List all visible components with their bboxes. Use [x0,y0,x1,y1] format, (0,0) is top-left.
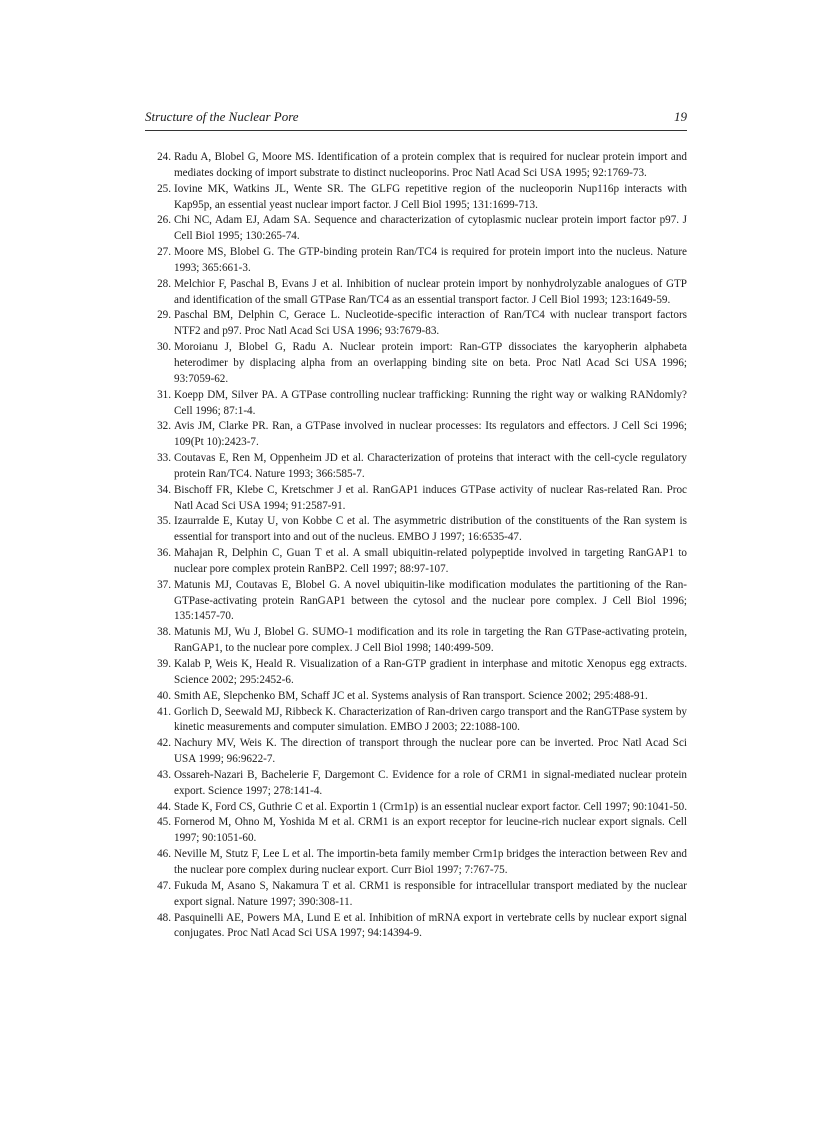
reference-text: Mahajan R, Delphin C, Guan T et al. A small ubiquitin-related polypeptide involved in targeting RanGAP1 to nuclear pore complex protein RanBP2. Cell 1997; 88:97-107. [174,547,687,575]
reference-item [145,245,687,277]
reference-text: Ossareh-Nazari B, Bachelerie F, Dargemont C. Evidence for a role of CRM1 in signal-mediated nuclear protein export. Science 1997; 278:141-4. [174,768,687,797]
reference-item [145,847,687,879]
reference-number: 35. [157,515,171,528]
reference-item [145,213,687,245]
reference-item [145,182,687,214]
reference-item [145,657,687,689]
reference-text: Neville M, Stutz F, Lee L et al. The importin-beta family member Crm1p bridges the interaction between Rev and the nuclear pore complex during nuclear export. Curr Biol 1997; 7:767-75. [174,848,687,876]
reference-text: Paschal BM, Delphin C, Gerace L. Nucleotide-specific interaction of Ran/TC4 with nuclear transport factors NTF2 and p97. Proc Natl Acad Sci USA 1996; 93:7679-83. [174,309,687,338]
reference-number: 41. [157,705,171,718]
running-title: Structure of the Nuclear Pore [145,109,299,124]
reference-text: Kalab P, Weis K, Heald R. Visualization of a Ran-GTP gradient in interphase and mitotic Xenopus egg extracts. Science 2002; 295:2452-6. [174,658,687,686]
reference-number: 24. [157,151,171,163]
reference-item [145,451,687,483]
reference-number: 46. [157,848,171,861]
reference-text: Moore MS, Blobel G. The GTP-binding protein Ran/TC4 is required for protein import into the nucleus. Nature 1993; 365:661-3. [174,246,687,274]
reference-item [145,340,687,388]
reference-number: 38. [157,626,171,639]
reference-number: 42. [157,737,171,750]
reference-number: 39. [157,658,171,670]
reference-number: 34. [157,483,171,496]
reference-number: 45. [157,816,171,829]
reference-number: 43. [157,768,171,781]
reference-text: Chi NC, Adam EJ, Adam SA. Sequence and characterization of cytoplasmic nuclear protein import factor p97. J Cell Biol 1995; 130:265-74. [174,214,687,243]
reference-item [145,879,687,911]
reference-number: 33. [157,452,171,465]
reference-text: Fornerod M, Ohno M, Yoshida M et al. CRM1 is an export receptor for leucine-rich nuclear export signals. Cell 1997; 90:1051-60. [174,816,687,845]
reference-text: Matunis MJ, Coutavas E, Blobel G. A novel ubiquitin-like modification modulates the partitioning of the Ran-GTPase-activating protein RanGAP1 between the cytosol and the nuclear pore complex. J Cell Biol 1996; 135:1457-70. [174,578,687,623]
reference-number: 37. [157,578,171,591]
reference-text: Smith AE, Slepchenko BM, Schaff JC et al. Systems analysis of Ran transport. Science 2002; 295:488-91. [174,689,648,702]
reference-number: 30. [157,341,171,354]
reference-item [145,419,687,451]
reference-number: 31. [157,388,171,401]
reference-number: 28. [157,277,171,290]
reference-item [145,277,687,309]
reference-item [145,150,687,182]
reference-item [145,483,687,515]
reference-item [145,736,687,768]
reference-text: Coutavas E, Ren M, Oppenheim JD et al. Characterization of proteins that interact with the cell-cycle regulatory protein Ran/TC4. Nature 1993; 366:585-7. [174,452,687,480]
reference-list [145,150,687,942]
reference-item [145,546,687,578]
reference-number: 29. [157,309,171,322]
reference-number: 47. [157,879,171,892]
reference-number: 48. [157,911,171,924]
reference-number: 32. [157,420,171,433]
reference-item [145,768,687,800]
reference-item [145,705,687,737]
reference-number: 36. [157,547,171,560]
reference-text: Fukuda M, Asano S, Nakamura T et al. CRM1 is responsible for intracellular transport mediated by the nuclear export signal. Nature 1997; 390:308-11. [174,879,687,908]
reference-text: Radu A, Blobel G, Moore MS. Identification of a protein complex that is required for nuclear protein import and mediates docking of import substrate to distinct nucleoporins. Proc Natl Acad Sci USA 1995; 92:1769-73. [174,151,687,179]
reference-text: Nachury MV, Weis K. The direction of transport through the nuclear pore can be inverted. Proc Natl Acad Sci USA 1999; 96:9622-7. [174,737,687,766]
reference-text: Iovine MK, Watkins JL, Wente SR. The GLFG repetitive region of the nucleoporin Nup116p interacts with Kap95p, an essential yeast nuclear import factor. J Cell Biol 1995; 131:1699-713. [174,182,687,211]
reference-text: Izaurralde E, Kutay U, von Kobbe C et al. The asymmetric distribution of the constituents of the Ran system is essential for transport into and out of the nucleus. EMBO J 1997; 16:6535-47. [174,515,687,544]
reference-text: Koepp DM, Silver PA. A GTPase controlling nuclear trafficking: Running the right way or walking RANdomly? Cell 1996; 87:1-4. [174,388,687,417]
reference-text: Melchior F, Paschal B, Evans J et al. Inhibition of nuclear protein import by nonhydrolyzable analogues of GTP and identification of the small GTPase Ran/TC4 as an essential transport factor. J Cell Biol 1993; 123:1649-59. [174,277,687,306]
reference-item [145,815,687,847]
reference-number: 26. [157,214,171,227]
reference-text: Avis JM, Clarke PR. Ran, a GTPase involved in nuclear processes: Its regulators and effectors. J Cell Sci 1996; 109(Pt 10):2423-7. [174,420,687,449]
reference-item [145,514,687,546]
page-header [145,109,687,125]
reference-number: 25. [157,182,171,195]
reference-item [145,578,687,626]
reference-number: 40. [157,689,171,702]
reference-item [145,388,687,420]
reference-item [145,625,687,657]
page-number: 19 [674,109,687,124]
reference-text: Gorlich D, Seewald MJ, Ribbeck K. Characterization of Ran-driven cargo transport and the RanGTPase system by kinetic measurements and computer simulation. EMBO J 2003; 22:1088-100. [174,705,687,734]
reference-text: Moroianu J, Blobel G, Radu A. Nuclear protein import: Ran-GTP dissociates the karyopherin alphabeta heterodimer by displacing alpha from an overlapping binding site on beta. Proc Natl Acad Sci USA 1996; 93:7059-62. [174,341,687,385]
reference-number: 44. [157,800,171,813]
reference-item [145,689,687,705]
reference-text: Matunis MJ, Wu J, Blobel G. SUMO-1 modification and its role in targeting the Ran GTPase-activating protein, RanGAP1, to the nuclear pore complex. J Cell Biol 1998; 140:499-509. [174,626,687,655]
reference-item [145,911,687,943]
reference-item [145,800,687,816]
reference-text: Pasquinelli AE, Powers MA, Lund E et al. Inhibition of mRNA export in vertebrate cells by nuclear export signal conjugates. Proc Natl Acad Sci USA 1997; 94:14394-9. [174,911,687,940]
reference-text: Stade K, Ford CS, Guthrie C et al. Exportin 1 (Crm1p) is an essential nuclear export factor. Cell 1997; 90:1041-50. [174,800,687,813]
header-rule [145,130,687,131]
reference-item [145,308,687,340]
reference-text: Bischoff FR, Klebe C, Kretschmer J et al. RanGAP1 induces GTPase activity of nuclear Ras-related Ran. Proc Natl Acad Sci USA 1994; 91:2587-91. [174,483,687,512]
reference-number: 27. [157,246,171,259]
